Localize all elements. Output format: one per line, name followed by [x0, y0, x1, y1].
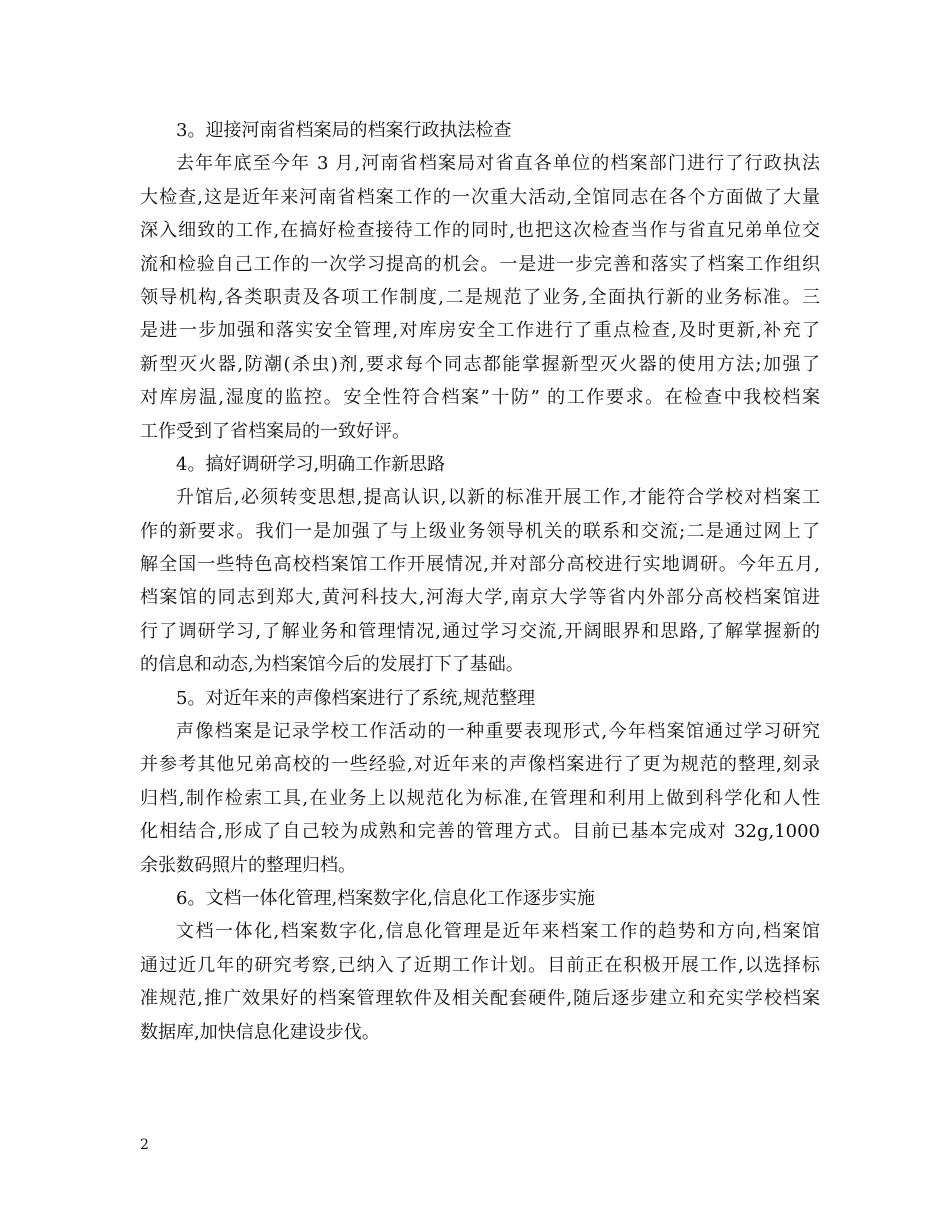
paragraph-line: 去年年底至今年 3 月,河南省档案局对省直各单位的档案部门进行了行政执法 — [176, 153, 820, 175]
paragraph-line: 通过近几年的研究考察,已纳入了近期工作计划。目前正在积极开展工作,以选择标 — [140, 954, 820, 976]
paragraph-line: 行了调研学习,了解业务和管理情况,通过学习交流,开阔眼界和思路,了解掌握新的 — [140, 620, 820, 642]
paragraph-line: 化相结合,形成了自己较为成熟和完善的管理方式。目前已基本完成对 32g,1000 — [140, 821, 820, 843]
paragraph-line: 文档一体化,档案数字化,信息化管理是近年来档案工作的趋势和方向,档案馆 — [176, 921, 820, 943]
paragraph-line: 流和检验自己工作的一次学习提高的机会。一是进一步完善和落实了档案工作组织 — [140, 253, 820, 275]
section-heading: 4。搞好调研学习,明确工作新思路 — [176, 453, 446, 475]
paragraph-line: 大检查,这是近年来河南省档案工作的一次重大活动,全馆同志在各个方面做了大量 — [140, 186, 820, 208]
section-heading: 6。文档一体化管理,档案数字化,信息化工作逐步实施 — [176, 887, 595, 909]
paragraph-line: 作的新要求。我们一是加强了与上级业务领导机关的联系和交流;二是通过网上了 — [140, 520, 820, 542]
paragraph-line: 领导机构,各类职责及各项工作制度,二是规范了业务,全面执行新的业务标准。三 — [140, 286, 820, 308]
document-body — [140, 114, 820, 1049]
section-heading: 5。对近年来的声像档案进行了系统,规范整理 — [176, 687, 536, 709]
paragraph-line: 准规范,推广效果好的档案管理软件及相关配套硬件,随后逐步建立和充实学校档案 — [140, 988, 820, 1010]
paragraph-line: 并参考其他兄弟高校的一些经验,对近年来的声像档案进行了更为规范的整理,刻录 — [140, 754, 820, 776]
paragraph-line: 的信息和动态,为档案馆今后的发展打下了基础。 — [140, 654, 524, 676]
paragraph-line: 余张数码照片的整理归档。 — [140, 854, 356, 876]
paragraph-line: 档案馆的同志到郑大,黄河科技大,河海大学,南京大学等省内外部分高校档案馆进 — [140, 587, 820, 609]
paragraph-line: 数据库,加快信息化建设步伐。 — [140, 1021, 380, 1043]
paragraph-line: 对库房温,湿度的监控。安全性符合档案”十防” 的工作要求。在检查中我校档案 — [140, 387, 820, 409]
paragraph-line: 归档,制作检索工具,在业务上以规范化为标准,在管理和利用上做到科学化和人性 — [140, 787, 820, 809]
paragraph-line: 深入细致的工作,在搞好检查接待工作的同时,也把这次检查当作与省直兄弟单位交 — [140, 220, 820, 242]
paragraph-line: 解全国一些特色高校档案馆工作开展情况,并对部分高校进行实地调研。今年五月, — [140, 554, 820, 576]
paragraph-line: 声像档案是记录学校工作活动的一种重要表现形式,今年档案馆通过学习研究 — [176, 721, 820, 743]
paragraph-line: 升馆后,必须转变思想,提高认识,以新的标准开展工作,才能符合学校对档案工 — [176, 487, 820, 509]
section-heading: 3。迎接河南省档案局的档案行政执法检查 — [176, 120, 512, 141]
paragraph-line: 新型灭火器,防潮(杀虫)剂,要求每个同志都能掌握新型灭火器的使用方法;加强了 — [140, 353, 820, 375]
page-number: 2 — [140, 1137, 149, 1153]
paragraph-line: 工作受到了省档案局的一致好评。 — [140, 420, 410, 442]
paragraph-line: 是进一步加强和落实安全管理,对库房安全工作进行了重点检查,及时更新,补充了 — [140, 320, 820, 342]
